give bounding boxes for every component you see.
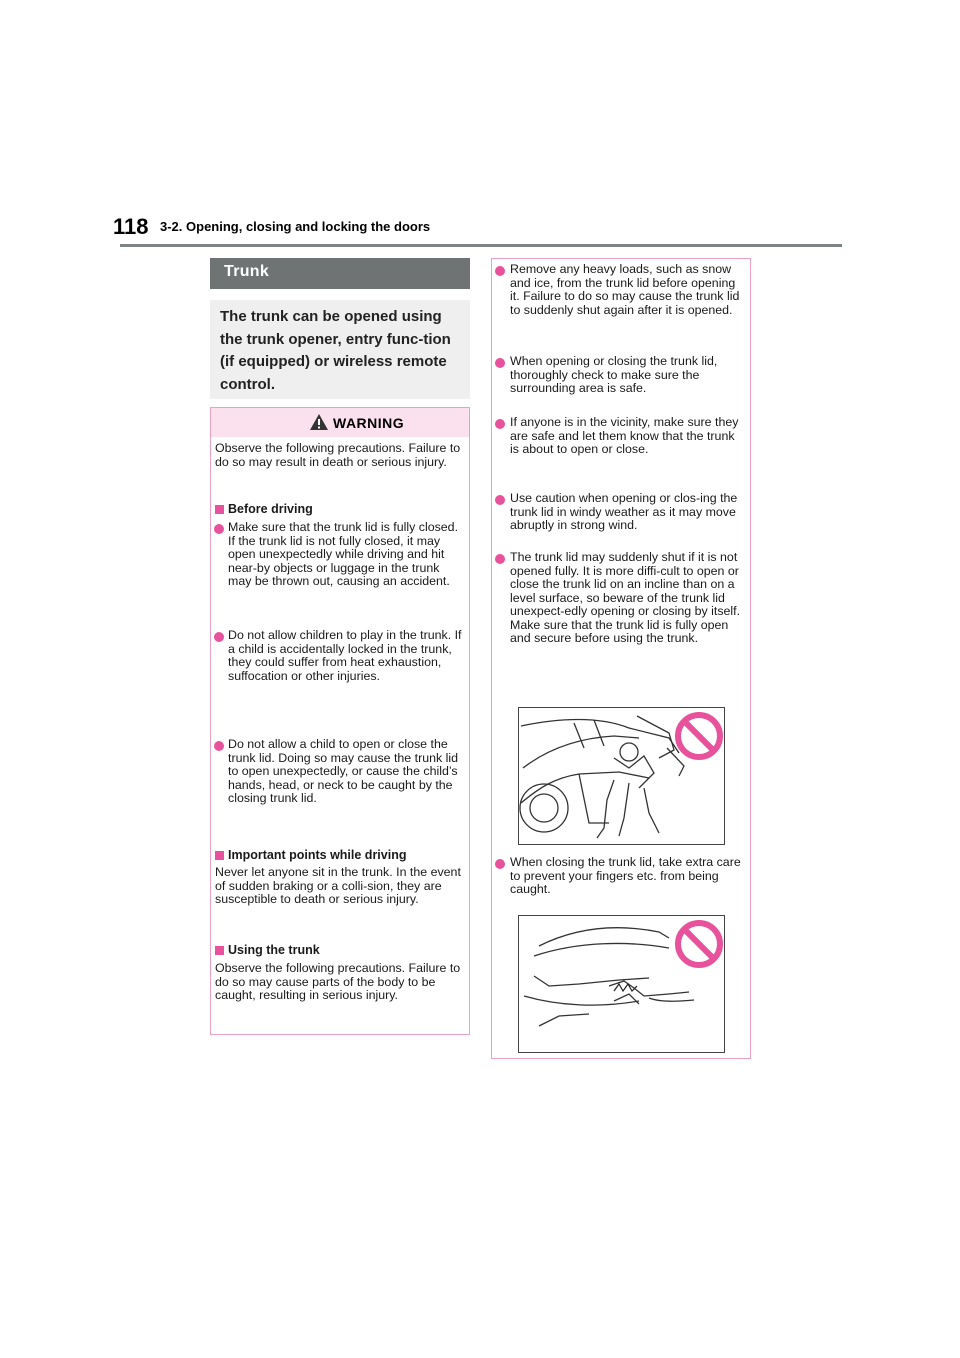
bullet-text: When closing the trunk lid, take extra care to prevent your fingers etc. from being caught. <box>510 855 741 896</box>
bullet-text: Remove any heavy loads, such as snow and ice, from the trunk lid before opening it. Failure to do so may cause the trunk lid to suddenly shut again after it is opened. <box>510 262 740 317</box>
bullet-text: Do not allow children to play in the trunk. If a child is accidentally locked in the trunk, they could suffer from heat exhaustion, suffocation or other injuries. <box>228 628 462 683</box>
illustration-fingers-caught-in-trunk <box>518 915 725 1053</box>
warning-triangle-icon <box>309 413 329 431</box>
header-rule <box>120 244 842 247</box>
warning-box <box>210 407 470 1035</box>
bullet-dot <box>495 859 505 869</box>
bullet-dot <box>495 266 505 276</box>
section-title: Trunk <box>224 263 270 280</box>
warning-title: WARNING <box>333 415 405 431</box>
prohibition-icon <box>674 711 724 761</box>
important-points-text: Never let anyone sit in the trunk. In the event of sudden braking or a colli-sion, they are susceptible to death or serious injury. <box>215 865 461 906</box>
using-trunk-text: Observe the following precautions. Failure to do so may cause parts of the body to be caught, resulting in serious injury. <box>215 961 461 1002</box>
bullet-text: The trunk lid may suddenly shut if it is not opened fully. It is more diffi-cult to open or close the trunk lid on an incline than on a level surface, so beware of the trunk lid unexpect-edly opening or closing by itself. Make sure that the trunk lid is fully open and secure before using the trunk. <box>510 550 741 645</box>
chapter-title: 3-2. Opening, closing and locking the doors <box>160 219 431 234</box>
intro-text: The trunk can be opened using the trunk opener, entry func-tion (if equipped) or wireless remote control. <box>220 308 451 393</box>
section-title-bar <box>210 258 470 289</box>
illustration-person-sitting-in-trunk <box>518 707 725 845</box>
bullet-dot <box>495 358 505 368</box>
subheading-using-trunk: Using the trunk <box>228 943 320 957</box>
square-bullet <box>215 946 224 955</box>
square-bullet <box>215 851 224 860</box>
prohibition-icon <box>674 919 724 969</box>
bullet-dot <box>495 419 505 429</box>
bullet-dot <box>495 554 505 564</box>
bullet-text: Do not allow a child to open or close the trunk lid. Doing so may cause the trunk lid to open unexpectedly, or cause the child’s hands, head, or neck to be caught by the closing trunk lid. <box>228 737 459 805</box>
subheading-before-driving: Before driving <box>228 502 313 516</box>
bullet-dot <box>214 632 224 642</box>
intro-box <box>210 300 470 399</box>
bullet-text: When opening or closing the trunk lid, thoroughly check to make sure the surrounding area is safe. <box>510 354 718 395</box>
warning-continuation-box <box>491 258 751 1059</box>
square-bullet <box>215 505 224 514</box>
bullet-text: Make sure that the trunk lid is fully closed. If the trunk lid is not fully closed, it may open unexpectedly while driving and hit near-by objects or luggage in the trunk may be thrown out, causing an accident. <box>228 520 459 588</box>
bullet-dot <box>214 741 224 751</box>
warning-intro: Observe the following precautions. Failure to do so may result in death or serious injury. <box>215 441 461 469</box>
bullet-dot <box>214 524 224 534</box>
bullet-dot <box>495 495 505 505</box>
page-number: 118 <box>113 214 149 239</box>
bullet-text: If anyone is in the vicinity, make sure they are safe and let them know that the trunk is about to open or close. <box>510 415 739 456</box>
subheading-important-points: Important points while driving <box>228 848 407 862</box>
bullet-text: Use caution when opening or clos-ing the trunk lid in windy weather as it may move abruptly in strong wind. <box>510 491 738 532</box>
warning-header <box>211 408 469 437</box>
